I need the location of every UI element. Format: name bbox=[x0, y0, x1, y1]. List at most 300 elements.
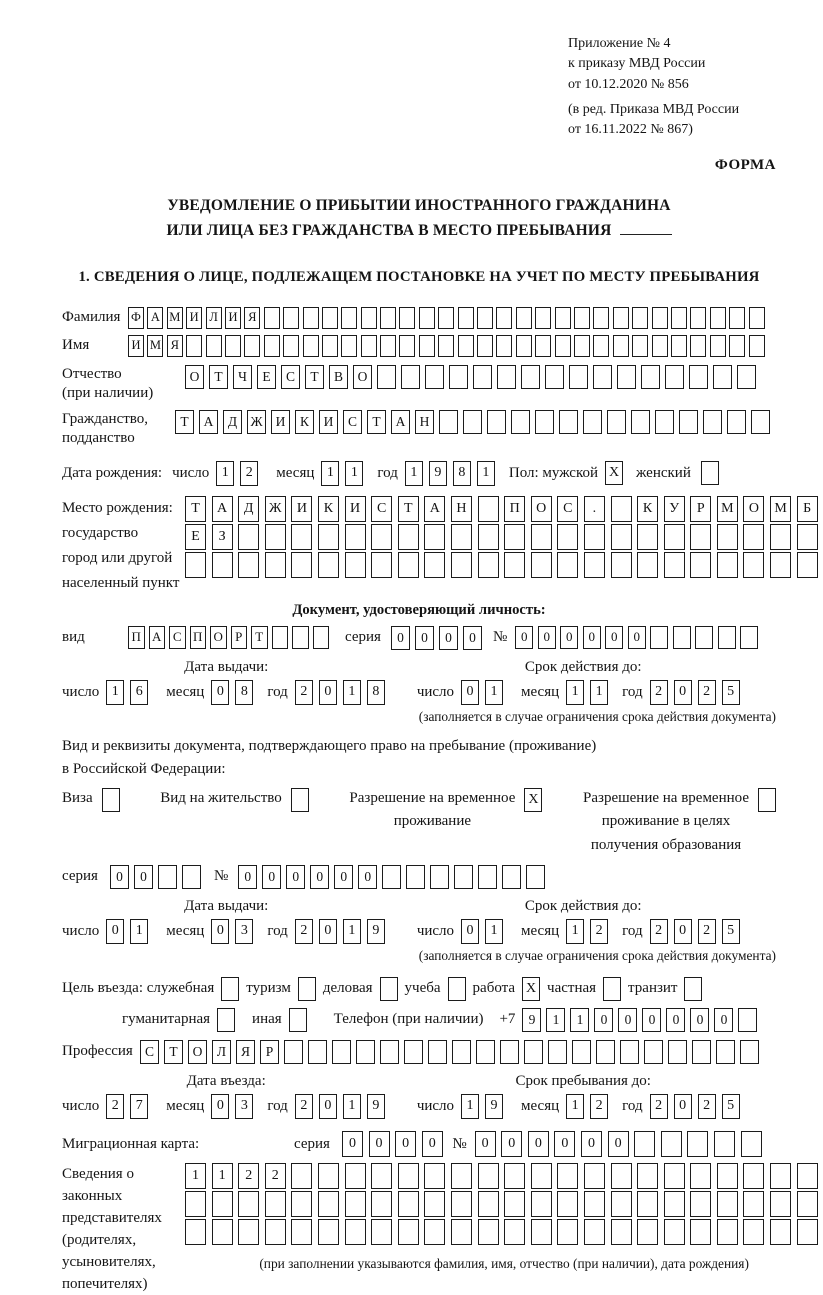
form-cell[interactable]: О bbox=[743, 496, 764, 522]
form-cell[interactable]: 8 bbox=[367, 680, 385, 705]
form-cell[interactable]: Д bbox=[223, 410, 242, 434]
form-cell[interactable] bbox=[182, 865, 201, 889]
form-cell[interactable] bbox=[371, 1163, 392, 1189]
form-cell[interactable]: А bbox=[149, 626, 166, 649]
form-cell[interactable] bbox=[318, 1219, 339, 1245]
form-cell[interactable] bbox=[770, 1163, 791, 1189]
form-cell[interactable] bbox=[644, 1040, 663, 1064]
form-cell[interactable] bbox=[283, 307, 299, 329]
form-cell[interactable] bbox=[607, 410, 626, 434]
form-cell[interactable]: 1 bbox=[343, 919, 361, 944]
form-cell[interactable] bbox=[684, 977, 702, 1001]
form-cell[interactable] bbox=[380, 977, 398, 1001]
form-cell[interactable] bbox=[496, 335, 512, 357]
form-cell[interactable] bbox=[345, 1219, 366, 1245]
form-cell[interactable]: X bbox=[522, 977, 540, 1001]
form-cell[interactable] bbox=[665, 365, 684, 389]
form-cell[interactable] bbox=[611, 1219, 632, 1245]
form-cell[interactable]: 1 bbox=[566, 1094, 584, 1119]
form-cell[interactable]: 5 bbox=[722, 919, 740, 944]
form-cell[interactable]: Я bbox=[236, 1040, 255, 1064]
form-cell[interactable] bbox=[291, 1219, 312, 1245]
form-cell[interactable] bbox=[593, 335, 609, 357]
form-cell[interactable]: А bbox=[199, 410, 218, 434]
form-cell[interactable] bbox=[717, 524, 738, 550]
form-cell[interactable] bbox=[496, 307, 512, 329]
form-cell[interactable] bbox=[718, 626, 736, 649]
form-cell[interactable] bbox=[743, 1163, 764, 1189]
form-cell[interactable] bbox=[690, 524, 711, 550]
form-cell[interactable] bbox=[664, 524, 685, 550]
form-cell[interactable] bbox=[535, 335, 551, 357]
form-cell[interactable]: 0 bbox=[461, 919, 479, 944]
form-cell[interactable] bbox=[521, 365, 540, 389]
form-cell[interactable] bbox=[265, 552, 286, 578]
form-cell[interactable]: С bbox=[140, 1040, 159, 1064]
form-cell[interactable] bbox=[655, 410, 674, 434]
form-cell[interactable]: 1 bbox=[485, 680, 503, 705]
form-cell[interactable] bbox=[574, 307, 590, 329]
form-cell[interactable] bbox=[574, 335, 590, 357]
form-cell[interactable] bbox=[770, 552, 791, 578]
form-cell[interactable] bbox=[531, 552, 552, 578]
form-cell[interactable]: 1 bbox=[461, 1094, 479, 1119]
form-cell[interactable] bbox=[398, 1163, 419, 1189]
form-cell[interactable] bbox=[212, 552, 233, 578]
form-cell[interactable]: 2 bbox=[238, 1163, 259, 1189]
form-cell[interactable] bbox=[652, 307, 668, 329]
form-cell[interactable] bbox=[212, 1219, 233, 1245]
form-cell[interactable]: И bbox=[291, 496, 312, 522]
form-cell[interactable]: 0 bbox=[714, 1008, 733, 1032]
form-cell[interactable] bbox=[424, 1219, 445, 1245]
form-cell[interactable] bbox=[738, 1008, 757, 1032]
form-cell[interactable] bbox=[714, 1131, 735, 1157]
form-cell[interactable]: К bbox=[295, 410, 314, 434]
form-cell[interactable]: Т bbox=[367, 410, 386, 434]
form-cell[interactable]: 0 bbox=[262, 865, 281, 889]
form-cell[interactable]: П bbox=[504, 496, 525, 522]
form-cell[interactable]: Т bbox=[251, 626, 268, 649]
form-cell[interactable]: И bbox=[319, 410, 338, 434]
form-cell[interactable] bbox=[291, 788, 309, 812]
form-cell[interactable] bbox=[451, 524, 472, 550]
form-cell[interactable]: 2 bbox=[265, 1163, 286, 1189]
form-cell[interactable]: 1 bbox=[546, 1008, 565, 1032]
form-cell[interactable]: 0 bbox=[618, 1008, 637, 1032]
form-cell[interactable]: 1 bbox=[405, 461, 423, 486]
form-cell[interactable] bbox=[102, 788, 120, 812]
form-cell[interactable]: 0 bbox=[319, 1094, 337, 1119]
form-cell[interactable] bbox=[690, 335, 706, 357]
form-cell[interactable] bbox=[451, 1191, 472, 1217]
form-cell[interactable] bbox=[313, 626, 330, 649]
form-cell[interactable]: 0 bbox=[666, 1008, 685, 1032]
form-cell[interactable]: 0 bbox=[395, 1131, 416, 1157]
form-cell[interactable]: Т bbox=[305, 365, 324, 389]
form-cell[interactable] bbox=[283, 335, 299, 357]
form-cell[interactable] bbox=[749, 335, 765, 357]
form-cell[interactable]: У bbox=[664, 496, 685, 522]
form-cell[interactable] bbox=[500, 1040, 519, 1064]
form-cell[interactable] bbox=[291, 1191, 312, 1217]
form-cell[interactable]: С bbox=[371, 496, 392, 522]
form-cell[interactable] bbox=[557, 552, 578, 578]
form-cell[interactable]: 9 bbox=[522, 1008, 541, 1032]
form-cell[interactable]: Р bbox=[260, 1040, 279, 1064]
form-cell[interactable] bbox=[516, 307, 532, 329]
form-cell[interactable]: 2 bbox=[295, 919, 313, 944]
form-cell[interactable] bbox=[690, 307, 706, 329]
form-cell[interactable]: С bbox=[281, 365, 300, 389]
form-cell[interactable] bbox=[371, 552, 392, 578]
form-cell[interactable] bbox=[318, 1163, 339, 1189]
form-cell[interactable]: 0 bbox=[211, 680, 229, 705]
form-cell[interactable]: Т bbox=[175, 410, 194, 434]
form-cell[interactable] bbox=[770, 1219, 791, 1245]
form-cell[interactable] bbox=[380, 307, 396, 329]
form-cell[interactable] bbox=[652, 335, 668, 357]
form-cell[interactable] bbox=[673, 626, 691, 649]
form-cell[interactable] bbox=[377, 365, 396, 389]
form-cell[interactable]: X bbox=[605, 461, 623, 485]
form-cell[interactable] bbox=[690, 1163, 711, 1189]
form-cell[interactable] bbox=[221, 977, 239, 1001]
form-cell[interactable] bbox=[632, 307, 648, 329]
form-cell[interactable] bbox=[516, 335, 532, 357]
form-cell[interactable] bbox=[398, 524, 419, 550]
form-cell[interactable] bbox=[238, 1191, 259, 1217]
form-cell[interactable]: М bbox=[167, 307, 183, 329]
form-cell[interactable] bbox=[535, 410, 554, 434]
form-cell[interactable]: 0 bbox=[334, 865, 353, 889]
form-cell[interactable]: 0 bbox=[528, 1131, 549, 1157]
form-cell[interactable] bbox=[185, 552, 206, 578]
form-cell[interactable]: 1 bbox=[185, 1163, 206, 1189]
form-cell[interactable]: 9 bbox=[429, 461, 447, 486]
form-cell[interactable] bbox=[380, 335, 396, 357]
form-cell[interactable] bbox=[703, 410, 722, 434]
form-cell[interactable] bbox=[613, 307, 629, 329]
form-cell[interactable] bbox=[741, 1131, 762, 1157]
form-cell[interactable] bbox=[797, 524, 818, 550]
form-cell[interactable]: А bbox=[391, 410, 410, 434]
form-cell[interactable]: О bbox=[210, 626, 227, 649]
form-cell[interactable] bbox=[679, 410, 698, 434]
form-cell[interactable] bbox=[502, 865, 521, 889]
form-cell[interactable]: Я bbox=[167, 335, 183, 357]
form-cell[interactable] bbox=[322, 307, 338, 329]
form-cell[interactable] bbox=[238, 1219, 259, 1245]
form-cell[interactable] bbox=[526, 865, 545, 889]
form-cell[interactable] bbox=[743, 552, 764, 578]
form-cell[interactable] bbox=[478, 1219, 499, 1245]
form-cell[interactable] bbox=[272, 626, 289, 649]
form-cell[interactable]: Е bbox=[185, 524, 206, 550]
form-cell[interactable] bbox=[322, 335, 338, 357]
form-cell[interactable] bbox=[424, 524, 445, 550]
form-cell[interactable] bbox=[743, 524, 764, 550]
form-cell[interactable] bbox=[531, 1219, 552, 1245]
form-cell[interactable] bbox=[345, 552, 366, 578]
form-cell[interactable] bbox=[555, 307, 571, 329]
form-cell[interactable]: 0 bbox=[674, 680, 692, 705]
form-cell[interactable]: 1 bbox=[106, 680, 124, 705]
form-cell[interactable]: Ж bbox=[247, 410, 266, 434]
form-cell[interactable]: Ч bbox=[233, 365, 252, 389]
form-cell[interactable]: З bbox=[212, 524, 233, 550]
form-cell[interactable]: О bbox=[188, 1040, 207, 1064]
form-cell[interactable]: 0 bbox=[674, 919, 692, 944]
form-cell[interactable]: Д bbox=[238, 496, 259, 522]
form-cell[interactable]: 0 bbox=[560, 626, 578, 649]
form-cell[interactable] bbox=[398, 552, 419, 578]
form-cell[interactable]: . bbox=[584, 496, 605, 522]
form-cell[interactable]: 0 bbox=[238, 865, 257, 889]
form-cell[interactable] bbox=[689, 365, 708, 389]
form-cell[interactable] bbox=[265, 524, 286, 550]
form-cell[interactable] bbox=[476, 1040, 495, 1064]
form-cell[interactable] bbox=[291, 1163, 312, 1189]
form-cell[interactable] bbox=[308, 1040, 327, 1064]
form-cell[interactable] bbox=[406, 865, 425, 889]
form-cell[interactable]: П bbox=[128, 626, 145, 649]
form-cell[interactable]: 0 bbox=[554, 1131, 575, 1157]
form-cell[interactable] bbox=[637, 552, 658, 578]
form-cell[interactable] bbox=[419, 335, 435, 357]
form-cell[interactable]: 0 bbox=[211, 919, 229, 944]
form-cell[interactable] bbox=[751, 410, 770, 434]
form-cell[interactable]: 0 bbox=[286, 865, 305, 889]
form-cell[interactable] bbox=[265, 1219, 286, 1245]
form-cell[interactable]: 2 bbox=[590, 919, 608, 944]
form-cell[interactable]: 1 bbox=[343, 680, 361, 705]
form-cell[interactable]: Е bbox=[257, 365, 276, 389]
form-cell[interactable] bbox=[341, 335, 357, 357]
form-cell[interactable]: 6 bbox=[130, 680, 148, 705]
form-cell[interactable]: 2 bbox=[240, 461, 258, 486]
form-cell[interactable] bbox=[332, 1040, 351, 1064]
form-cell[interactable] bbox=[291, 524, 312, 550]
form-cell[interactable] bbox=[637, 1163, 658, 1189]
form-cell[interactable] bbox=[284, 1040, 303, 1064]
form-cell[interactable] bbox=[797, 552, 818, 578]
form-cell[interactable] bbox=[477, 335, 493, 357]
form-cell[interactable] bbox=[238, 552, 259, 578]
form-cell[interactable] bbox=[345, 1191, 366, 1217]
form-cell[interactable] bbox=[524, 1040, 543, 1064]
form-cell[interactable]: 0 bbox=[369, 1131, 390, 1157]
form-cell[interactable] bbox=[717, 552, 738, 578]
form-cell[interactable] bbox=[452, 1040, 471, 1064]
form-cell[interactable] bbox=[531, 1191, 552, 1217]
form-cell[interactable] bbox=[511, 410, 530, 434]
form-cell[interactable] bbox=[345, 1163, 366, 1189]
form-cell[interactable] bbox=[641, 365, 660, 389]
form-cell[interactable] bbox=[298, 977, 316, 1001]
form-cell[interactable]: 9 bbox=[367, 1094, 385, 1119]
form-cell[interactable]: 0 bbox=[211, 1094, 229, 1119]
form-cell[interactable] bbox=[548, 1040, 567, 1064]
form-cell[interactable] bbox=[303, 307, 319, 329]
form-cell[interactable] bbox=[737, 365, 756, 389]
form-cell[interactable] bbox=[478, 496, 499, 522]
form-cell[interactable] bbox=[557, 1163, 578, 1189]
form-cell[interactable] bbox=[555, 335, 571, 357]
form-cell[interactable]: 1 bbox=[566, 919, 584, 944]
form-cell[interactable] bbox=[797, 1163, 818, 1189]
form-cell[interactable] bbox=[289, 1008, 307, 1032]
form-cell[interactable]: 1 bbox=[343, 1094, 361, 1119]
form-cell[interactable]: О bbox=[353, 365, 372, 389]
form-cell[interactable]: Л bbox=[206, 307, 222, 329]
form-cell[interactable] bbox=[584, 1219, 605, 1245]
form-cell[interactable] bbox=[671, 335, 687, 357]
form-cell[interactable] bbox=[557, 524, 578, 550]
form-cell[interactable]: 0 bbox=[415, 626, 434, 650]
form-cell[interactable] bbox=[398, 1219, 419, 1245]
form-cell[interactable]: И bbox=[128, 335, 144, 357]
form-cell[interactable]: 0 bbox=[461, 680, 479, 705]
form-cell[interactable] bbox=[371, 1191, 392, 1217]
form-cell[interactable] bbox=[382, 865, 401, 889]
form-cell[interactable]: А bbox=[212, 496, 233, 522]
form-cell[interactable]: 0 bbox=[538, 626, 556, 649]
form-cell[interactable]: М bbox=[717, 496, 738, 522]
form-cell[interactable] bbox=[504, 524, 525, 550]
form-cell[interactable]: О bbox=[185, 365, 204, 389]
form-cell[interactable]: 0 bbox=[391, 626, 410, 650]
form-cell[interactable]: 8 bbox=[453, 461, 471, 486]
form-cell[interactable] bbox=[743, 1191, 764, 1217]
form-cell[interactable]: С bbox=[343, 410, 362, 434]
form-cell[interactable] bbox=[664, 1191, 685, 1217]
form-cell[interactable] bbox=[572, 1040, 591, 1064]
form-cell[interactable]: Р bbox=[231, 626, 248, 649]
form-cell[interactable]: 0 bbox=[463, 626, 482, 650]
form-cell[interactable]: 2 bbox=[106, 1094, 124, 1119]
form-cell[interactable]: 0 bbox=[439, 626, 458, 650]
form-cell[interactable] bbox=[668, 1040, 687, 1064]
form-cell[interactable]: 0 bbox=[310, 865, 329, 889]
form-cell[interactable]: Н bbox=[415, 410, 434, 434]
form-cell[interactable]: 0 bbox=[422, 1131, 443, 1157]
form-cell[interactable] bbox=[399, 335, 415, 357]
form-cell[interactable] bbox=[361, 335, 377, 357]
form-cell[interactable]: Р bbox=[690, 496, 711, 522]
form-cell[interactable]: Н bbox=[451, 496, 472, 522]
form-cell[interactable] bbox=[611, 1191, 632, 1217]
form-cell[interactable]: 0 bbox=[501, 1131, 522, 1157]
form-cell[interactable]: 2 bbox=[698, 1094, 716, 1119]
form-cell[interactable]: М bbox=[770, 496, 791, 522]
form-cell[interactable]: 1 bbox=[130, 919, 148, 944]
form-cell[interactable] bbox=[318, 1191, 339, 1217]
form-cell[interactable] bbox=[318, 524, 339, 550]
form-cell[interactable] bbox=[717, 1191, 738, 1217]
form-cell[interactable] bbox=[451, 1163, 472, 1189]
form-cell[interactable] bbox=[611, 552, 632, 578]
form-cell[interactable] bbox=[743, 1219, 764, 1245]
form-cell[interactable] bbox=[238, 524, 259, 550]
form-cell[interactable] bbox=[478, 552, 499, 578]
form-cell[interactable] bbox=[797, 1191, 818, 1217]
form-cell[interactable]: И bbox=[225, 307, 241, 329]
form-cell[interactable] bbox=[454, 865, 473, 889]
form-cell[interactable] bbox=[318, 552, 339, 578]
form-cell[interactable] bbox=[584, 524, 605, 550]
form-cell[interactable] bbox=[603, 977, 621, 1001]
form-cell[interactable] bbox=[690, 1191, 711, 1217]
form-cell[interactable] bbox=[399, 307, 415, 329]
form-cell[interactable] bbox=[687, 1131, 708, 1157]
form-cell[interactable] bbox=[448, 977, 466, 1001]
form-cell[interactable] bbox=[661, 1131, 682, 1157]
form-cell[interactable] bbox=[504, 1191, 525, 1217]
form-cell[interactable]: П bbox=[190, 626, 207, 649]
form-cell[interactable] bbox=[611, 524, 632, 550]
form-cell[interactable] bbox=[185, 1191, 206, 1217]
form-cell[interactable]: 8 bbox=[235, 680, 253, 705]
form-cell[interactable] bbox=[631, 410, 650, 434]
form-cell[interactable] bbox=[206, 335, 222, 357]
form-cell[interactable]: С bbox=[557, 496, 578, 522]
form-cell[interactable]: 9 bbox=[367, 919, 385, 944]
form-cell[interactable] bbox=[637, 524, 658, 550]
form-cell[interactable]: В bbox=[329, 365, 348, 389]
form-cell[interactable] bbox=[504, 552, 525, 578]
form-cell[interactable]: 0 bbox=[110, 865, 129, 889]
form-cell[interactable] bbox=[634, 1131, 655, 1157]
form-cell[interactable]: Ж bbox=[265, 496, 286, 522]
form-cell[interactable] bbox=[716, 1040, 735, 1064]
form-cell[interactable] bbox=[504, 1163, 525, 1189]
form-cell[interactable] bbox=[345, 524, 366, 550]
form-cell[interactable] bbox=[380, 1040, 399, 1064]
form-cell[interactable] bbox=[664, 1163, 685, 1189]
form-cell[interactable] bbox=[593, 307, 609, 329]
form-cell[interactable]: 0 bbox=[342, 1131, 363, 1157]
form-cell[interactable]: 1 bbox=[216, 461, 234, 486]
form-cell[interactable] bbox=[438, 335, 454, 357]
form-cell[interactable] bbox=[692, 1040, 711, 1064]
form-cell[interactable] bbox=[478, 524, 499, 550]
form-cell[interactable]: 0 bbox=[608, 1131, 629, 1157]
form-cell[interactable]: X bbox=[524, 788, 542, 812]
form-cell[interactable] bbox=[584, 1191, 605, 1217]
form-cell[interactable] bbox=[770, 1191, 791, 1217]
form-cell[interactable]: 2 bbox=[295, 680, 313, 705]
form-cell[interactable] bbox=[611, 496, 632, 522]
form-cell[interactable] bbox=[593, 365, 612, 389]
form-cell[interactable]: 2 bbox=[650, 1094, 668, 1119]
form-cell[interactable] bbox=[701, 461, 719, 485]
form-cell[interactable] bbox=[292, 626, 309, 649]
form-cell[interactable] bbox=[458, 307, 474, 329]
form-cell[interactable]: 7 bbox=[130, 1094, 148, 1119]
form-cell[interactable] bbox=[664, 1219, 685, 1245]
form-cell[interactable] bbox=[740, 1040, 759, 1064]
form-cell[interactable] bbox=[425, 365, 444, 389]
form-cell[interactable] bbox=[557, 1191, 578, 1217]
form-cell[interactable]: 0 bbox=[605, 626, 623, 649]
form-cell[interactable] bbox=[439, 410, 458, 434]
form-cell[interactable] bbox=[613, 335, 629, 357]
form-cell[interactable] bbox=[438, 307, 454, 329]
form-cell[interactable]: О bbox=[531, 496, 552, 522]
form-cell[interactable] bbox=[217, 1008, 235, 1032]
form-cell[interactable]: 2 bbox=[590, 1094, 608, 1119]
